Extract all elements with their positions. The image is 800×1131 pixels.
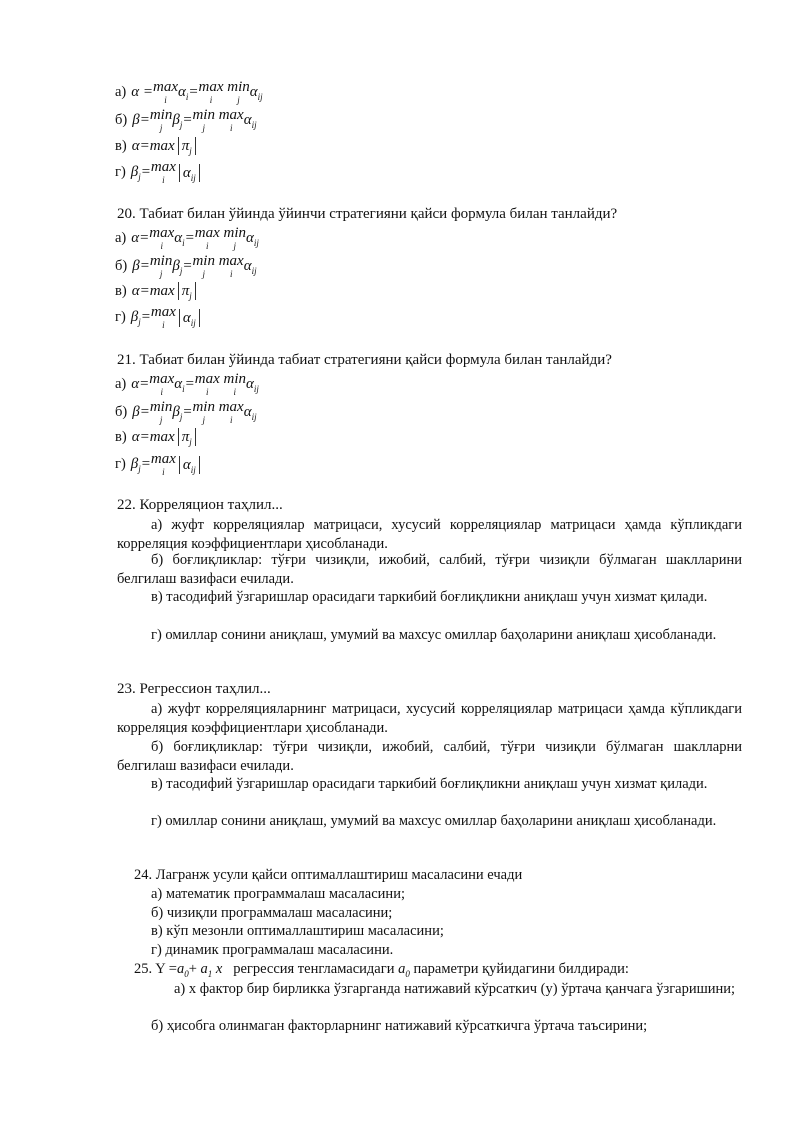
- question-22: 22. Корреляцион таҳлил...: [117, 497, 283, 513]
- formula-option-v: в) α = max $\pi_j$: [115, 137, 196, 155]
- q22-option-b: б) боғлиқликлар: тўғри чизиқли, ижобий, салбий, тўғри чизиқли бўлмаган шаклларини белгилаш вазифаси ечилади.: [117, 552, 742, 587]
- formula-option-g: г) β j = max i $\alpha_{ij}$: [115, 160, 200, 185]
- q20-option-g: г) β j = max i $\alpha_{ij}$: [115, 305, 200, 330]
- q23-option-a: а) жуфт корреляцияларнинг матрицаси, хусусий корреляциялар матрицаси ҳамда кўпликдаги корреляция коэффициентлари ҳисобланади.: [117, 701, 742, 736]
- q22-option-a: а) жуфт корреляциялар матрицаси, хусусий корреляциялар матрицаси ҳамда кўпликдаги корреляция коэффициентлари ҳисобланади.: [117, 517, 742, 552]
- question-23: 23. Регрессион таҳлил...: [117, 681, 271, 697]
- formula-option-a: а) α = max i α i = max i min j α ij: [115, 79, 263, 105]
- q23-option-b: б) боғлиқликлар: тўғри чизиқли, ижобий, салбий, тўғри чизиқли бўлмаган шаклларни белгилаш вазифаси ечилади.: [117, 739, 742, 774]
- q25-option-a: а) x фактор бир бирликка ўзгарганда натижавий кўрсаткич (у) ўртача қанчага ўзгаришини;: [174, 981, 736, 997]
- q22-option-v: в) тасодифий ўзгаришлар орасидаги таркибий боғлиқликни аниқлаш учун хизмат қилади.: [151, 589, 708, 605]
- q23-option-v: в) тасодифий ўзгаришлар орасидаги таркибий боғлиқликни аниқлаш учун хизмат қилади.: [151, 776, 708, 792]
- q24-option-v: в) кўп мезонли оптималлаштириш масаласини;: [151, 923, 444, 939]
- q24-option-g: г) динамик программалаш масаласини.: [151, 942, 394, 958]
- q21-option-v: в) α = max $\pi_j$: [115, 428, 196, 446]
- question-20: 20. Табиат билан ўйинда ўйинчи стратегияни қайси формула билан танлайди?: [117, 206, 618, 222]
- q25-option-b: б) ҳисобга олинмаган факторларнинг натижавий кўрсаткичга ўртача таъсирини;: [151, 1018, 648, 1034]
- q21-option-b: б) β = min j β j = min j max i α ij: [115, 399, 257, 425]
- q20-option-b: б) β = min j β j = min j max i α ij: [115, 253, 257, 279]
- q23-option-g: г) омиллар сонини аниқлаш, умумий ва махсус омиллар баҳоларини аниқлаш ҳисобланади.: [151, 813, 717, 829]
- q21-option-g: г) β j = max i $\alpha_{ij}$: [115, 452, 200, 477]
- q20-option-v: в) α = max $\pi_j$: [115, 282, 196, 300]
- question-24: 24. Лагранж усули қайси оптималлаштириш масаласини ечади: [134, 867, 523, 883]
- q20-option-a: а) α = max i α i = max i min j α ij: [115, 225, 259, 251]
- q24-option-b: б) чизиқли программалаш масаласини;: [151, 905, 393, 921]
- question-21: 21. Табиат билан ўйинда табиат стратегияни қайси формула билан танлайди?: [117, 352, 612, 368]
- formula-option-b: б) β = min j β j = min j max i α ij: [115, 107, 257, 133]
- q21-option-a: а) α = max i α i = max i min i α ij: [115, 371, 259, 397]
- q24-option-a: а) математик программалаш масаласини;: [151, 886, 405, 902]
- q22-option-g: г) омиллар сонини аниқлаш, умумий ва махсус омиллар баҳоларини аниқлаш ҳисобланади.: [151, 627, 717, 643]
- question-25: 25. $Y =a_0+ a_1$ x регрессия тенгламасидаги $a_0$ параметри қуйидагини билдиради:: [134, 961, 629, 979]
